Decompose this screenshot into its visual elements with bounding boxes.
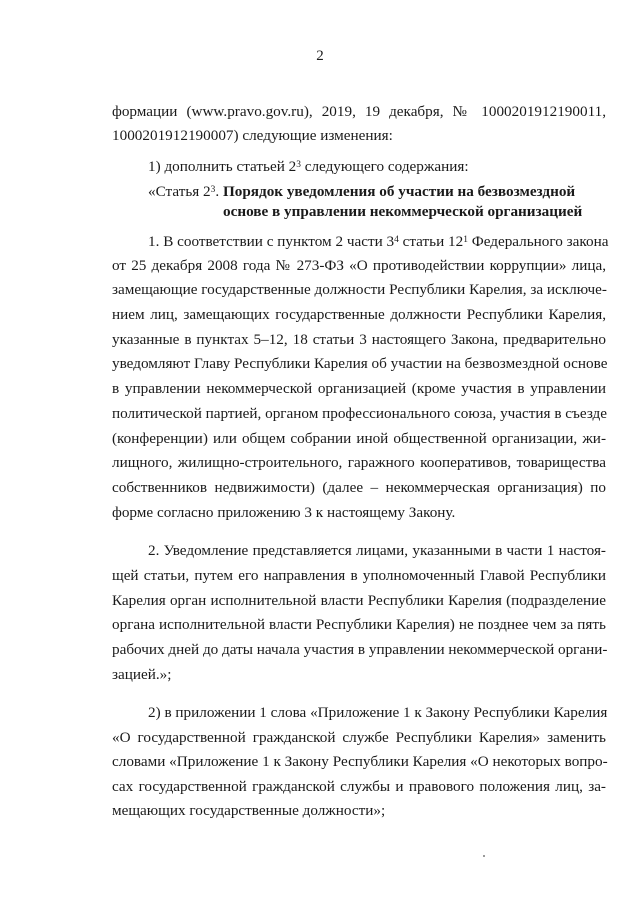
text-line: 1000201912190007) следующие изменения: (112, 127, 393, 144)
text-fragment: статьи 12 (398, 233, 464, 250)
superscript: 1 (463, 234, 468, 245)
text-line: политической партией, органом профессионального союза, участия в съезде (112, 405, 608, 422)
text-line: нием лиц, замещающих государственные должности Республики Карелия, (112, 306, 606, 323)
text-fragment: 1. В соответствии с пунктом 2 части 3 (148, 233, 395, 250)
article-number: «Статья 2 (148, 183, 211, 200)
text-line: зацией.»; (112, 666, 172, 683)
text-line: от 25 декабря 2008 года № 273-ФЗ «О противодействии коррупции» лица, (112, 257, 606, 274)
scan-speck (483, 855, 485, 857)
text-line: формации (www.pravo.gov.ru), 2019, 19 декабря, № 1000201912190011, (112, 103, 606, 120)
text-line: словами «Приложение 1 к Закону Республики Карелия «О некоторых вопро- (112, 753, 608, 770)
text-fragment: . (215, 183, 223, 200)
paragraph-1-start (148, 232, 609, 252)
text-line: сах государственной гражданской службы и правового положения лиц, за- (112, 778, 606, 795)
text-line: замещающие государственные должности Республики Карелия, за исключе- (112, 281, 607, 298)
text-fragment: 1) дополнить статьей 2 (148, 158, 297, 175)
superscript: 4 (394, 234, 399, 245)
page-number: 2 (316, 48, 324, 64)
text-line: собственников недвижимости) (далее – некоммерческая организация) по (112, 479, 606, 496)
text-line: «О государственной гражданской службе Республики Карелия» заменить (112, 729, 606, 746)
text-line: форме согласно приложению 3 к настоящему Закону. (112, 504, 456, 521)
article-title (148, 182, 575, 202)
article-heading-continued: основе в управлении некоммерческой организацией (223, 203, 583, 220)
text-line: лищного, жилищно-строительного, гаражного кооперативов, товарищества (112, 454, 606, 471)
paragraph-2-start: 2. Уведомление представляется лицами, указанными в части 1 настоя- (148, 542, 606, 559)
text-fragment: Федерального закона (467, 233, 609, 250)
text-line: уведомляют Главу Республики Карелия об участии на безвозмездной основе (112, 355, 608, 372)
text-line: мещающих государственные должности»; (112, 802, 386, 819)
list-item-1-heading (148, 157, 469, 177)
list-item-2-start: 2) в приложении 1 слова «Приложение 1 к Закону Республики Карелия (148, 704, 608, 721)
article-heading: Порядок уведомления об участии на безвозмездной (222, 183, 576, 200)
superscript: 3 (296, 159, 301, 170)
superscript: 3 (210, 184, 216, 195)
text-line: в управлении некоммерческой организацией (кроме участия в управлении (112, 380, 606, 397)
text-line: Карелия орган исполнительной власти Республики Карелия (подразделение (112, 592, 606, 609)
text-line: указанные в пунктах 5–12, 18 статьи 3 настоящего Закона, предварительно (112, 331, 606, 348)
text-line: органа исполнительной власти Республики Карелия) не позднее чем за пять (112, 616, 606, 633)
text-line: щей статьи, путем его направления в уполномоченный Главой Республики (112, 567, 606, 584)
text-line: рабочих дней до даты начала участия в управлении некоммерческой органи- (112, 641, 608, 658)
text-line: (конференции) или общем собрании иной общественной организации, жи- (112, 430, 606, 447)
text-fragment: следующего содержания: (300, 158, 469, 175)
